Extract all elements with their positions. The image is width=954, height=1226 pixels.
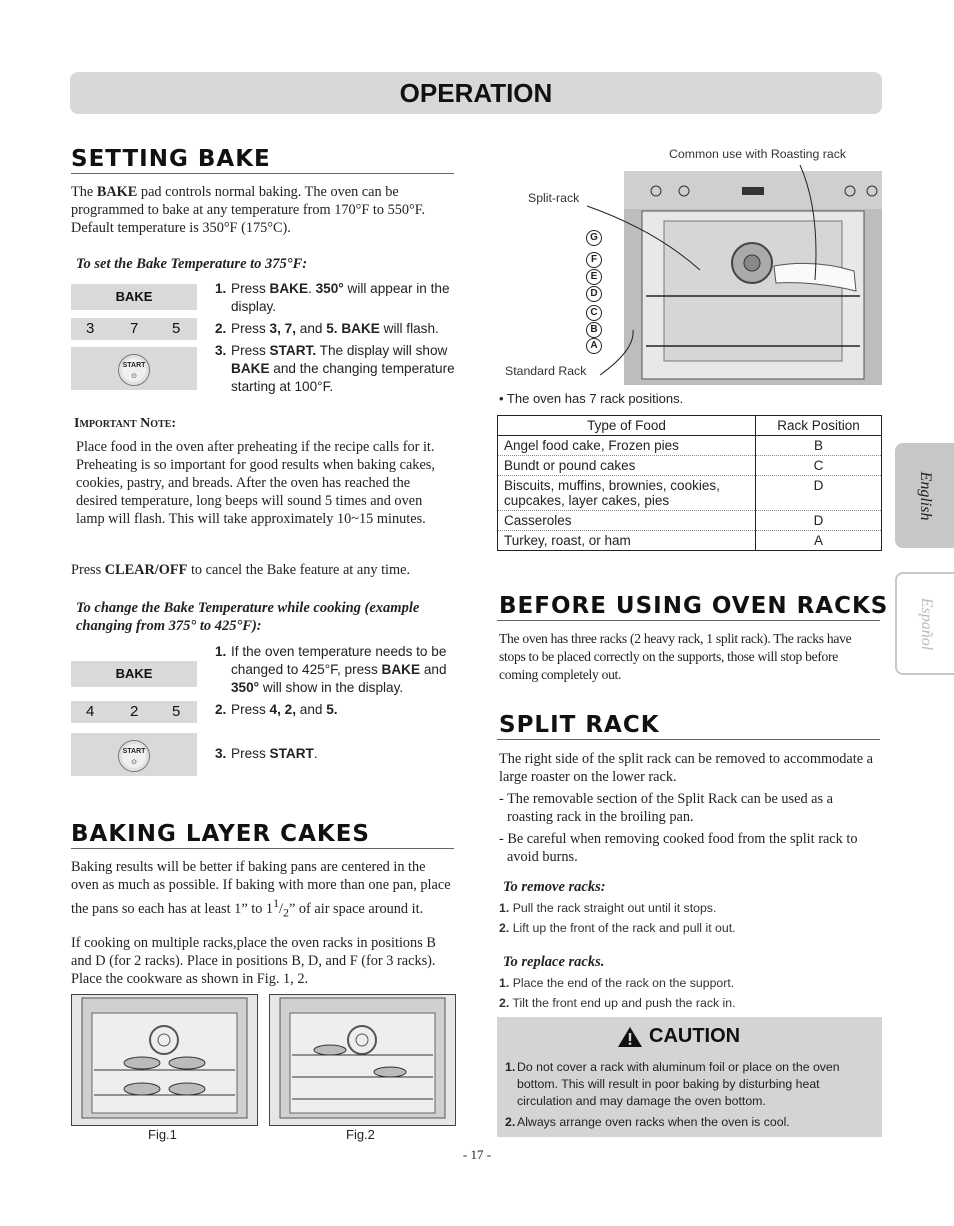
bake-intro: The BAKE pad controls normal baking. The oven can be programmed to bake at any temperature from 170°F to 550°F. Default temperature is 350°F (175°C). xyxy=(71,184,426,236)
step-item xyxy=(215,280,455,316)
caution-text: Do not cover a rack with aluminum foil or place on the oven bottom. This will result in poor baking by disturbing heat circulation and may damage the oven bottom. xyxy=(517,1060,840,1108)
step-number: 1. xyxy=(215,281,227,296)
page-number: - 17 - xyxy=(462,1147,492,1162)
split-rack-bullets xyxy=(499,790,874,866)
section-divider xyxy=(71,848,454,849)
step-item xyxy=(499,995,874,1012)
bullet-item: - Be careful when removing cooked food from the split rack to avoid burns. xyxy=(499,831,858,865)
figure-1-oven xyxy=(71,994,258,1126)
bake-key xyxy=(71,661,197,687)
number-key: 4 xyxy=(86,703,95,720)
rack-position-badge: E xyxy=(586,266,602,285)
caution-heading xyxy=(617,1025,740,1048)
step-item xyxy=(215,320,455,338)
start-key-panel xyxy=(71,733,197,776)
tab-english[interactable] xyxy=(895,443,954,548)
tab-english-label: English xyxy=(916,471,934,520)
step-number: 1. xyxy=(505,1060,516,1074)
step-item xyxy=(215,643,450,697)
step-number: 2. xyxy=(215,702,227,717)
table-row xyxy=(498,511,882,531)
position-cell: A xyxy=(756,531,882,551)
step-number: 1. xyxy=(499,976,510,990)
rack-position-badge: F xyxy=(586,249,602,268)
before-using-racks-title: BEFORE USING OVEN RACKS xyxy=(499,593,889,619)
start-button xyxy=(118,740,150,772)
number-key: 3 xyxy=(86,320,95,337)
start-button-label: START xyxy=(122,748,146,755)
rack-position-badge: G xyxy=(586,227,602,246)
step-number: 2. xyxy=(505,1115,516,1129)
figure-2-caption: Fig.2 xyxy=(346,1127,375,1142)
step-text: Press START. xyxy=(231,746,318,761)
step-number: 3. xyxy=(215,746,227,761)
label-standard-rack: Standard Rack xyxy=(505,364,587,378)
caution-text: Always arrange oven racks when the oven is cool. xyxy=(517,1115,790,1129)
food-cell: Biscuits, muffins, brownies, cookies, cupcakes, layer cakes, pies xyxy=(498,476,756,511)
bake-key xyxy=(71,284,197,310)
step-text: Press 3, 7, and 5. BAKE will flash. xyxy=(231,321,439,336)
position-cell: C xyxy=(756,456,882,476)
step-item xyxy=(215,342,455,396)
label-common-use: Common use with Roasting rack xyxy=(669,147,847,161)
caution-box xyxy=(497,1017,882,1137)
section-divider xyxy=(497,620,880,621)
figure-2-oven xyxy=(269,994,456,1126)
rack-position-badge: A xyxy=(586,335,602,354)
remove-racks-heading: To remove racks: xyxy=(503,879,606,895)
clear-off-note: Press CLEAR/OFF to cancel the Bake feature at any time. xyxy=(71,562,411,578)
start-button-label: START xyxy=(122,362,146,369)
figure-1-caption: Fig.1 xyxy=(148,1127,177,1142)
section-divider xyxy=(71,173,454,174)
rack-position-badge: B xyxy=(586,319,602,338)
step-item xyxy=(499,900,874,917)
layer-cakes-paragraph-2: If cooking on multiple racks,place the oven racks in positions B and D (for 2 racks). Place in positions B, D, and F (for 3 racks). Place the cookware as shown in Fig. 1, 2. xyxy=(71,935,436,987)
page-title: OPERATION xyxy=(399,78,553,108)
step-item xyxy=(499,975,874,992)
step-text: If the oven temperature needs to be changed to 425°F, press BAKE and 350° will show in the display. xyxy=(231,644,447,695)
rack-positions-note: • The oven has 7 rack positions. xyxy=(499,391,684,406)
split-rack-title: SPLIT RACK xyxy=(499,712,660,738)
caution-list xyxy=(505,1059,845,1131)
step-item xyxy=(215,701,450,719)
step-number: 2. xyxy=(499,996,510,1010)
number-keys-row xyxy=(71,701,197,723)
number-key: 2 xyxy=(130,703,139,720)
bullet-item: - The removable section of the Split Rack can be used as a roasting rack in the broiling pan. xyxy=(499,791,834,825)
replace-racks-steps xyxy=(499,975,874,1012)
table-header-row xyxy=(498,416,882,436)
step-text: Press 4, 2, and 5. xyxy=(231,702,338,717)
warning-icon xyxy=(617,1026,643,1048)
food-cell: Turkey, roast, or ham xyxy=(498,531,756,551)
position-cell: D xyxy=(756,476,882,511)
important-note-heading: Important Note: xyxy=(74,416,177,431)
bake-key-label: BAKE xyxy=(115,289,153,304)
label-split-rack: Split-rack xyxy=(528,191,580,205)
bake-key-label: BAKE xyxy=(115,666,153,681)
caution-item xyxy=(505,1114,845,1131)
food-cell: Bundt or pound cakes xyxy=(498,456,756,476)
table-row xyxy=(498,531,882,551)
position-cell: B xyxy=(756,436,882,456)
number-key: 7 xyxy=(130,320,139,337)
step-number: 3. xyxy=(215,343,227,358)
step-number: 2. xyxy=(499,921,510,935)
lock-icon: ⊙ xyxy=(131,372,137,380)
before-racks-text: The oven has three racks (2 heavy rack, 1 split rack). The racks have stops to be placed correctly on the supports, those will stop before coming completely out. xyxy=(499,631,852,682)
step-text: Pull the rack straight out until it stops. xyxy=(512,901,717,915)
lock-icon: ⊙ xyxy=(131,758,137,766)
start-button xyxy=(118,354,150,386)
step-text: Tilt the front end up and push the rack in. xyxy=(512,996,736,1010)
remove-racks-steps xyxy=(499,900,874,937)
column-header: Rack Position xyxy=(756,416,882,436)
section-header-bar xyxy=(70,72,882,114)
step-text: Press START. The display will show BAKE and the changing temperature starting at 100°F. xyxy=(231,343,455,394)
diagram-leader-lines xyxy=(575,150,835,380)
split-rack-intro: The right side of the split rack can be removed to accommodate a large roaster on the lower rack. xyxy=(499,751,873,785)
position-cell: D xyxy=(756,511,882,531)
step-text: Place the end of the rack on the support. xyxy=(512,976,735,990)
set-bake-subheading: To set the Bake Temperature to 375°F: xyxy=(76,256,308,272)
rack-position-badge: C xyxy=(586,302,602,321)
table-row xyxy=(498,436,882,456)
change-steps-list xyxy=(215,643,450,763)
important-note-text: Place food in the oven after preheating if the recipe calls for it. Preheating is so important for good results when baking cakes, cookies, pastry, and breads. After the oven has reached the desired temperature, long beeps will sound 5 times and oven lamp will flash. This will take approximately 10~15 minutes. xyxy=(76,439,435,527)
step-number: 1. xyxy=(215,644,227,659)
caution-item xyxy=(505,1059,845,1110)
step-text: Press BAKE. 350° will appear in the display. xyxy=(231,281,450,314)
table-row xyxy=(498,476,882,511)
start-key-panel xyxy=(71,347,197,390)
tab-espanol-label: Español xyxy=(917,597,935,650)
bake-steps-list xyxy=(215,280,455,396)
section-divider xyxy=(497,739,880,740)
step-item xyxy=(499,920,874,937)
rack-position-badge: D xyxy=(586,283,602,302)
rack-position-table xyxy=(497,415,882,551)
setting-bake-title: SETTING BAKE xyxy=(71,146,271,172)
caution-title: CAUTION xyxy=(649,1025,741,1047)
number-key: 5 xyxy=(172,320,181,337)
step-text: Lift up the front of the rack and pull it out. xyxy=(512,921,736,935)
food-cell: Angel food cake, Frozen pies xyxy=(498,436,756,456)
change-bake-subheading: To change the Bake Temperature while cooking (example changing from 375° to 425°F): xyxy=(76,600,420,634)
step-number: 2. xyxy=(215,321,227,336)
column-header: Type of Food xyxy=(498,416,756,436)
tab-espanol[interactable] xyxy=(895,572,954,675)
food-cell: Casseroles xyxy=(498,511,756,531)
number-key: 5 xyxy=(172,703,181,720)
table-row xyxy=(498,456,882,476)
step-number: 1. xyxy=(499,901,510,915)
step-item xyxy=(215,745,450,763)
replace-racks-heading: To replace racks. xyxy=(503,954,605,970)
number-keys-row xyxy=(71,318,197,340)
baking-layer-cakes-title: BAKING LAYER CAKES xyxy=(71,821,370,847)
layer-cakes-paragraph-1: Baking results will be better if baking pans are centered in the oven as much as possible. If baking with more than one pan, place the pans so each has at least 1” to $1^1/_2$” of air space around it. xyxy=(71,859,451,920)
